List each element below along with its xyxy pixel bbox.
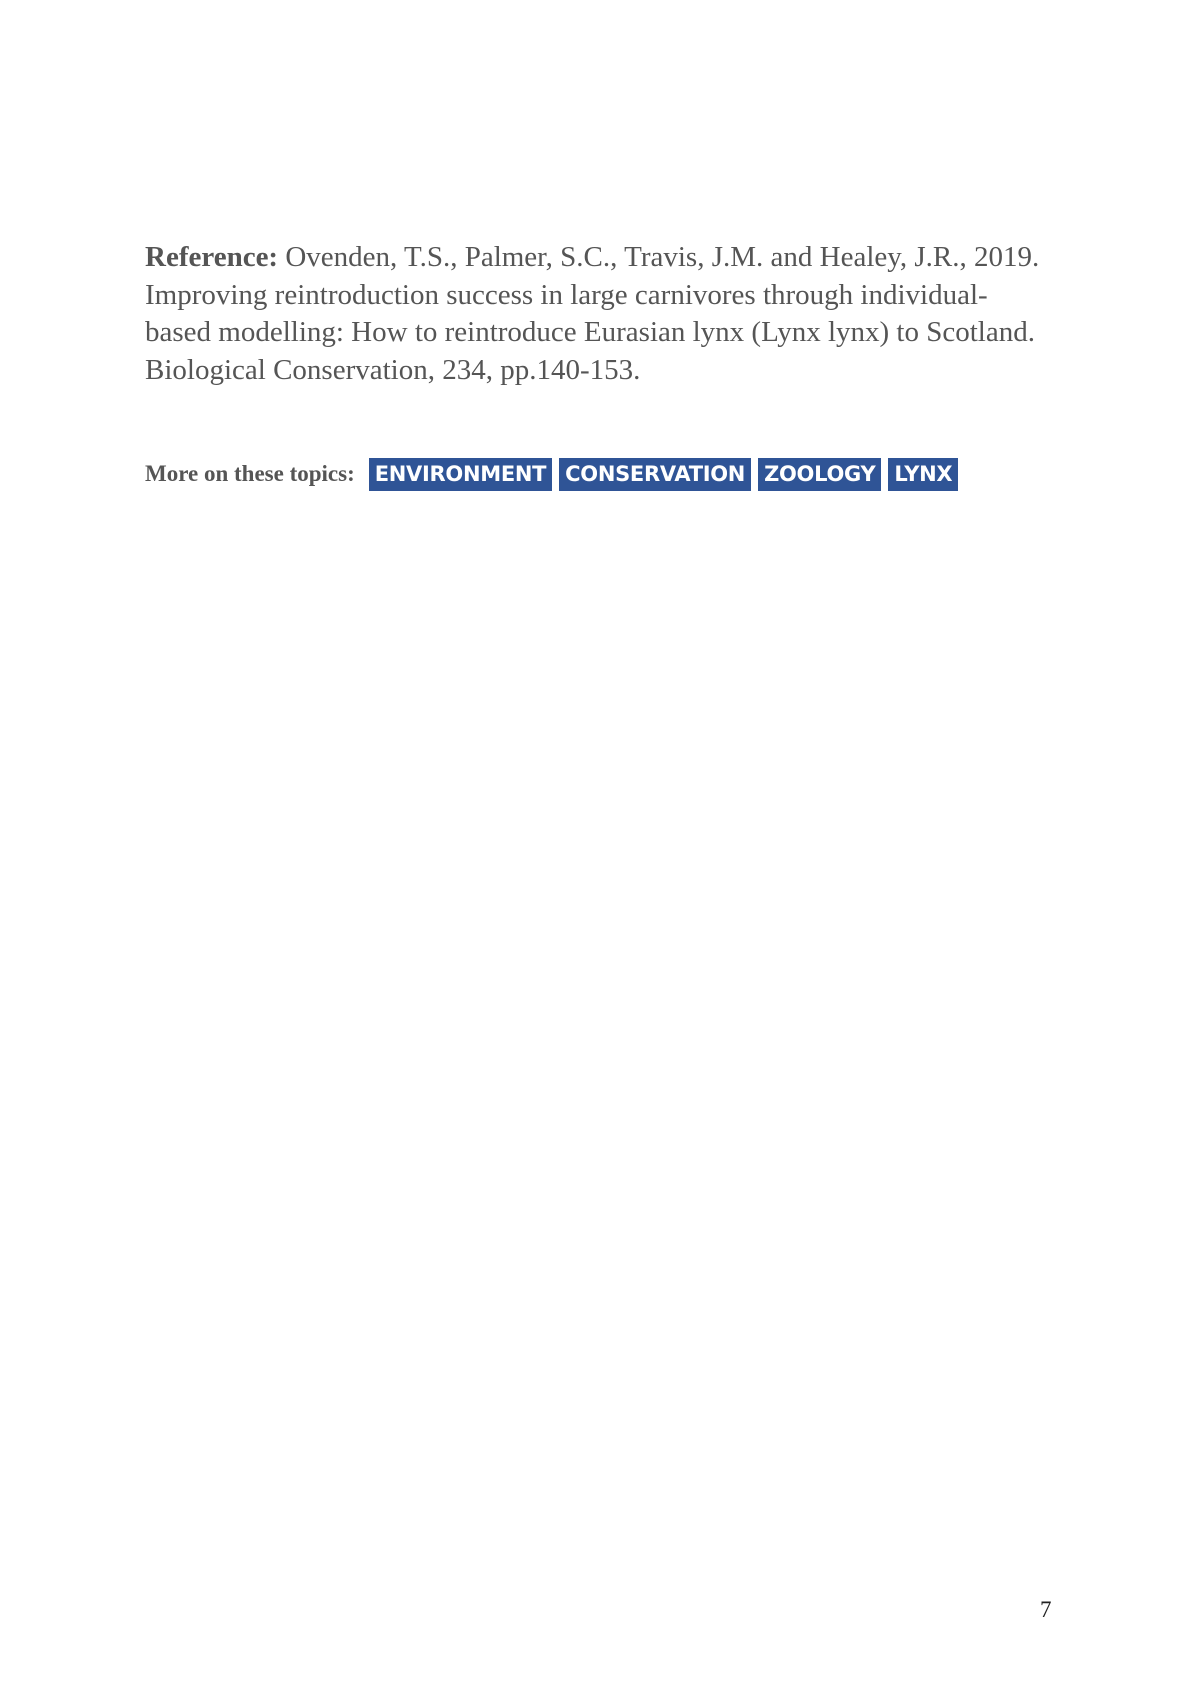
tag-conservation[interactable]: CONSERVATION [559,458,751,491]
tag-environment[interactable]: ENVIRONMENT [369,458,552,491]
reference-text: Ovenden, T.S., Palmer, S.C., Travis, J.M. and Healey, J.R., 2019. Improving reintroduction success in large carnivores through individual-based modelling: How to reintroduce Eurasian lynx (Lynx lynx) to Scotland. Biological Conservation, 234, pp.140-153. [145,241,1040,386]
tag-zoology[interactable]: ZOOLOGY [758,458,881,491]
reference-label: Reference: [145,241,279,273]
page-number: 7 [1040,1597,1052,1622]
topics-row [145,457,965,491]
topics-label: More on these topics: [145,461,355,486]
reference-paragraph [145,239,1045,389]
tag-lynx[interactable]: LYNX [888,458,958,491]
